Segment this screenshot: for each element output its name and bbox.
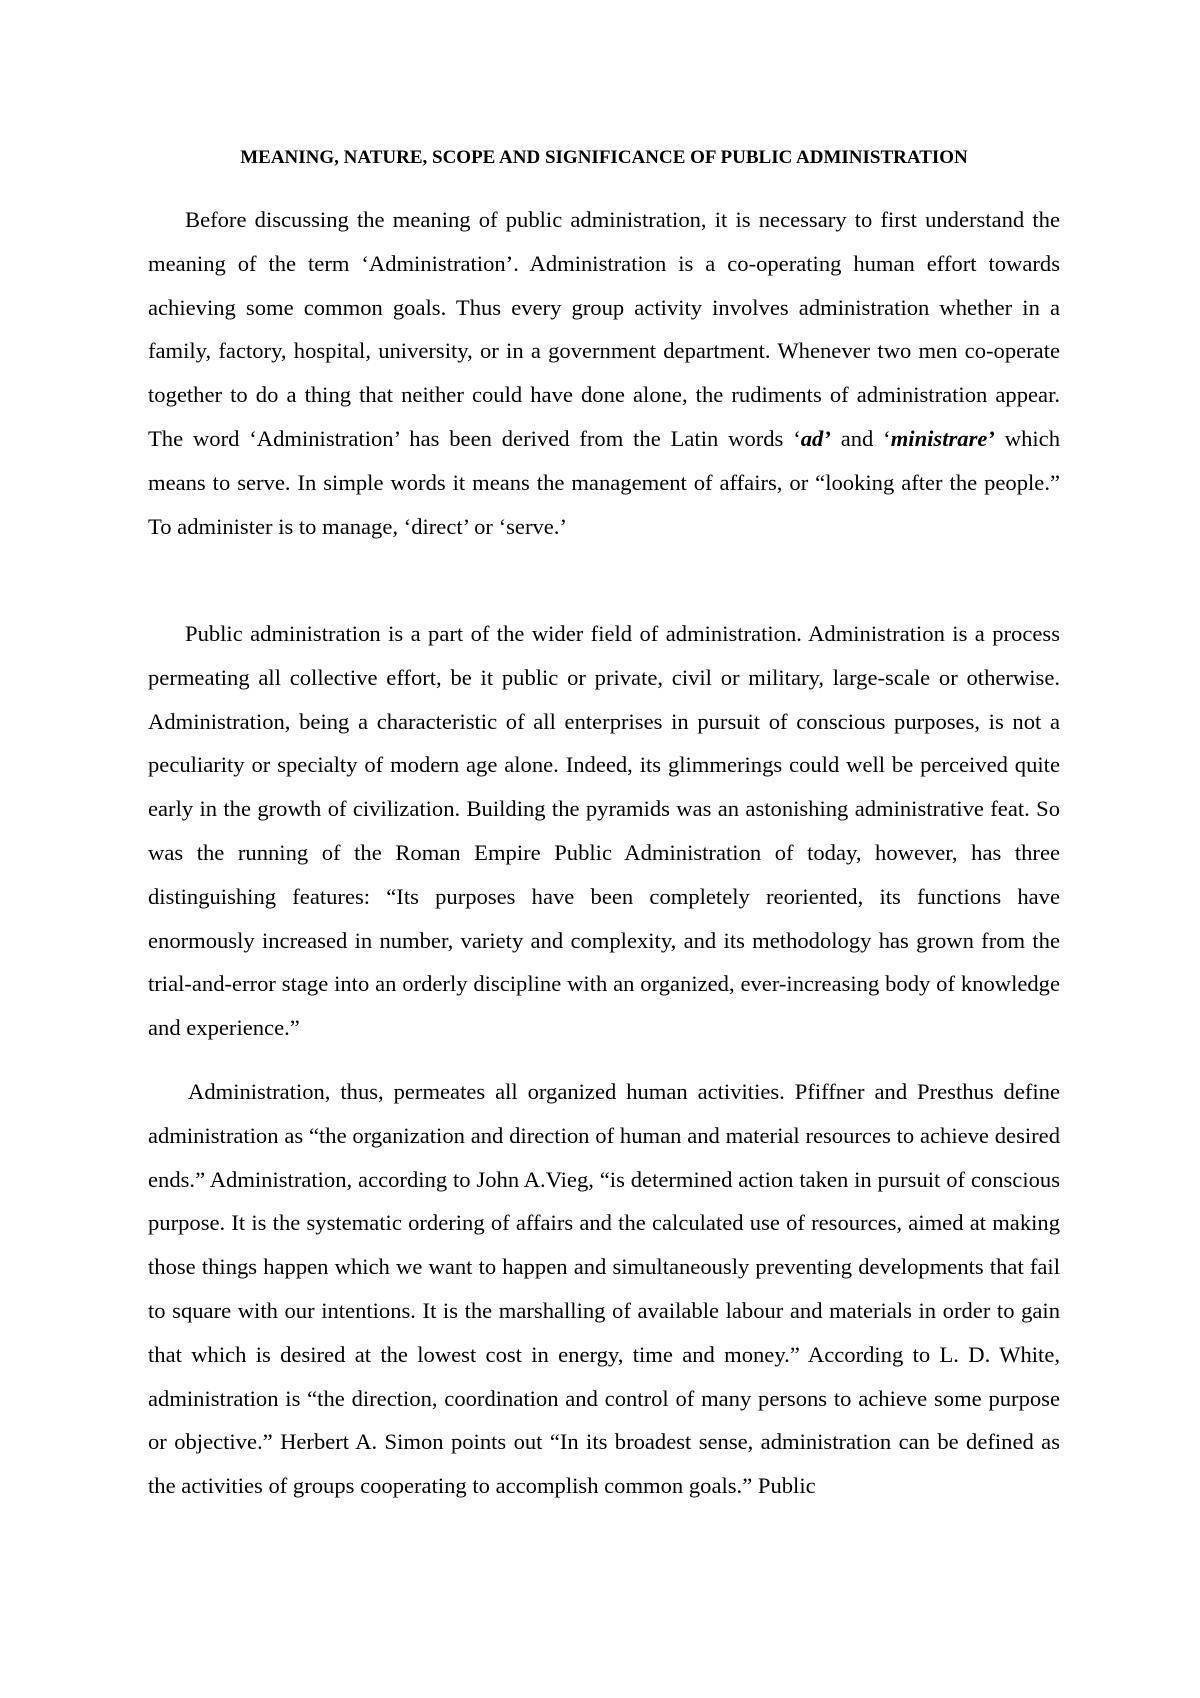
paragraph-text: and ‘ xyxy=(830,425,891,451)
paragraph-text: Before discussing the meaning of public administration, it is necessary to first understand the meaning of the term ‘Administration’. Administration is a co-operating human effort towards achieving some common goals. Thus every group activity involves administration whether in a family, factory, hospital, university, or in a government department. Whenever two men co-operate together to do a thing that neither could have done alone, the rudiments of administration appear. The word ‘Administration’ has been derived from the Latin words ‘ xyxy=(148,207,1060,451)
latin-word-ministrare: ministrare’ xyxy=(890,425,995,451)
latin-word-ad: ad’ xyxy=(800,425,831,451)
paragraph-public-administration: Public administration is a part of the wider field of administration. Administration is a process permeating all collective effort, be it public or private, civil or military, large-scale or otherwise. Administration, being a characteristic of all enterprises in pursuit of conscious purposes, is not a peculiarity or specialty of modern age alone. Indeed, its glimmerings could well be perceived quite early in the growth of civilization. Building the pyramids was an astonishing administrative feat. So was the running of the Roman Empire Public Administration of today, however, has three distinguishing features: “Its purposes have been completely reoriented, its functions have enormously increased in number, variety and complexity, and its methodology has grown from the trial-and-error stage into an orderly discipline with an organized, ever-increasing body of knowledge and experience.” xyxy=(148,621,1060,1041)
paragraph-text: which means to serve. In simple words it means the management of affairs, or “looking after the people.” To administer is to manage, ‘direct’ or ‘serve.’ xyxy=(148,425,1060,539)
paragraph-meaning-of-administration xyxy=(148,198,1060,548)
document-title: MEANING, NATURE, SCOPE AND SIGNIFICANCE OF PUBLIC ADMINISTRATION xyxy=(240,147,968,168)
paragraph-definitions: Administration, thus, permeates all organized human activities. Pfiffner and Presthus define administration as “the organization and direction of human and material resources to achieve desired ends.” Administration, according to John A.Vieg, “is determined action taken in pursuit of conscious purpose. It is the systematic ordering of affairs and the calculated use of resources, aimed at making those things happen which we want to happen and simultaneously preventing developments that fail to square with our intentions. It is the marshalling of available labour and materials in order to gain that which is desired at the lowest cost in energy, time and money.” According to L. D. White, administration is “the direction, coordination and control of many persons to achieve some purpose or objective.” Herbert A. Simon points out “In its broadest sense, administration can be defined as the activities of groups cooperating to accomplish common goals.” Public xyxy=(148,1079,1060,1499)
